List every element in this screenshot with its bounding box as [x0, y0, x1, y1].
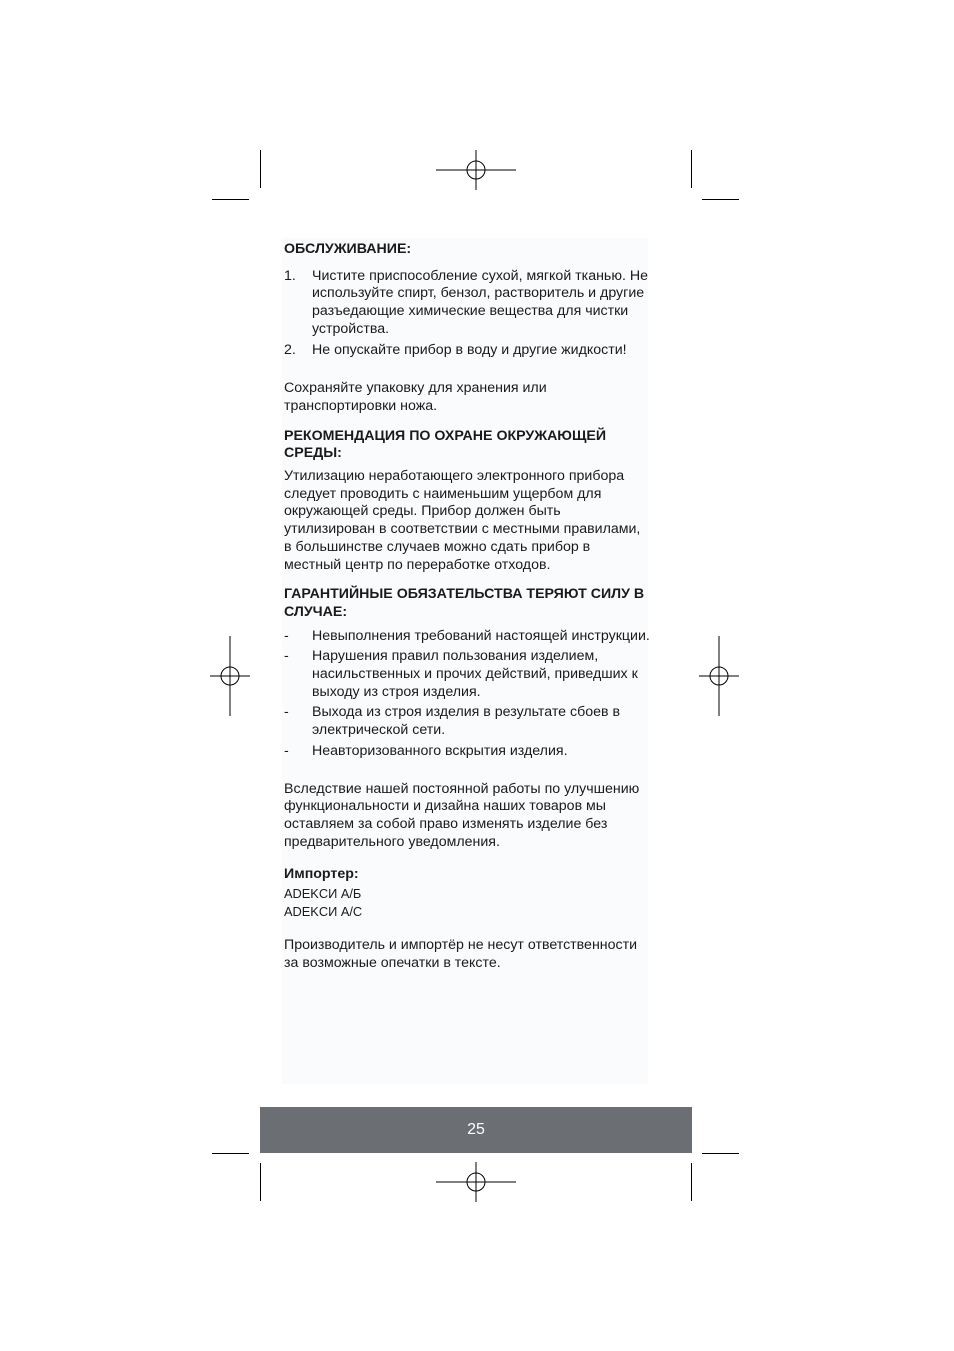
list-item-text: Чистите приспособление сухой, мягкой тканью. Не используйте спирт, бензол, растворитель и другие разъедающие химические вещества для чистки устройства.	[312, 267, 648, 337]
list-marker: -	[284, 648, 289, 665]
crop-mark	[691, 150, 692, 188]
environment-heading: РЕКОМЕНДАЦИЯ ПО ОХРАНЕ ОКРУЖАЮЩЕЙ СРЕДЫ:	[284, 427, 607, 462]
list-item	[284, 743, 650, 761]
crop-mark	[691, 1163, 692, 1201]
list-marker: -	[284, 627, 289, 644]
list-item	[284, 648, 650, 701]
list-marker: -	[284, 742, 289, 759]
page-number: 25	[467, 1121, 485, 1138]
list-item	[284, 704, 650, 739]
list-item	[284, 342, 650, 360]
warranty-heading: ГАРАНТИЙНЫЕ ОБЯЗАТЕЛЬСТВА ТЕРЯЮТ СИЛУ В СЛУЧАЕ:	[284, 586, 645, 620]
crop-mark	[260, 1163, 261, 1201]
crop-mark	[212, 1153, 249, 1154]
crop-mark	[260, 150, 261, 188]
crop-mark	[212, 199, 249, 200]
list-item-text: Выхода из строя изделия в результате сбоев в электрической сети.	[312, 704, 621, 739]
list-marker: -	[284, 704, 289, 721]
importer-line: ADEKCИ A/Б	[284, 886, 362, 902]
list-item-text: Не опускайте прибор в воду и другие жидкости!	[312, 341, 627, 358]
list-item	[284, 268, 650, 339]
crop-mark	[702, 199, 739, 200]
maintenance-list	[284, 268, 650, 360]
registration-mark-icon	[210, 636, 250, 716]
list-marker: 1.	[284, 267, 296, 284]
warranty-list	[284, 628, 650, 761]
page-content	[284, 241, 650, 973]
importer-line: ADEKCИ A/C	[284, 903, 363, 919]
list-marker: 2.	[284, 341, 296, 358]
environment-text: Утилизацию неработающего электронного прибора следует проводить с наименьшим ущербом для окружающей среды. Прибор должен быть утилизирован в соответствии с местными правилами, в большинстве случаев можно сдать прибор в местный центр по переработке отходов.	[284, 468, 641, 573]
list-item-text: Невыполнения требований настоящей инструкции.	[312, 627, 650, 644]
improvement-note: Вследствие нашей постоянной работы по улучшению функциональности и дизайна наших товаров мы оставляем за собой право изменять изделие без предварительного уведомления.	[284, 780, 640, 850]
list-item-text: Неавторизованного вскрытия изделия.	[312, 742, 568, 759]
crop-mark	[702, 1153, 739, 1154]
page-footer	[260, 1107, 692, 1153]
maintenance-heading: ОБСЛУЖИВАНИЕ:	[284, 241, 412, 257]
registration-mark-icon	[699, 636, 739, 716]
list-item	[284, 628, 650, 646]
registration-mark-icon	[436, 150, 516, 190]
registration-mark-icon	[436, 1162, 516, 1202]
list-item-text: Нарушения правил пользования изделием, насильственных и прочих действий, приведших к выходу из строя изделия.	[312, 648, 638, 700]
disclaimer: Производитель и импортёр не несут ответственности за возможные опечатки в тексте.	[284, 937, 638, 971]
packaging-note: Сохраняйте упаковку для хранения или транспортировки ножа.	[284, 380, 547, 414]
importer-heading: Импортер:	[284, 866, 359, 883]
